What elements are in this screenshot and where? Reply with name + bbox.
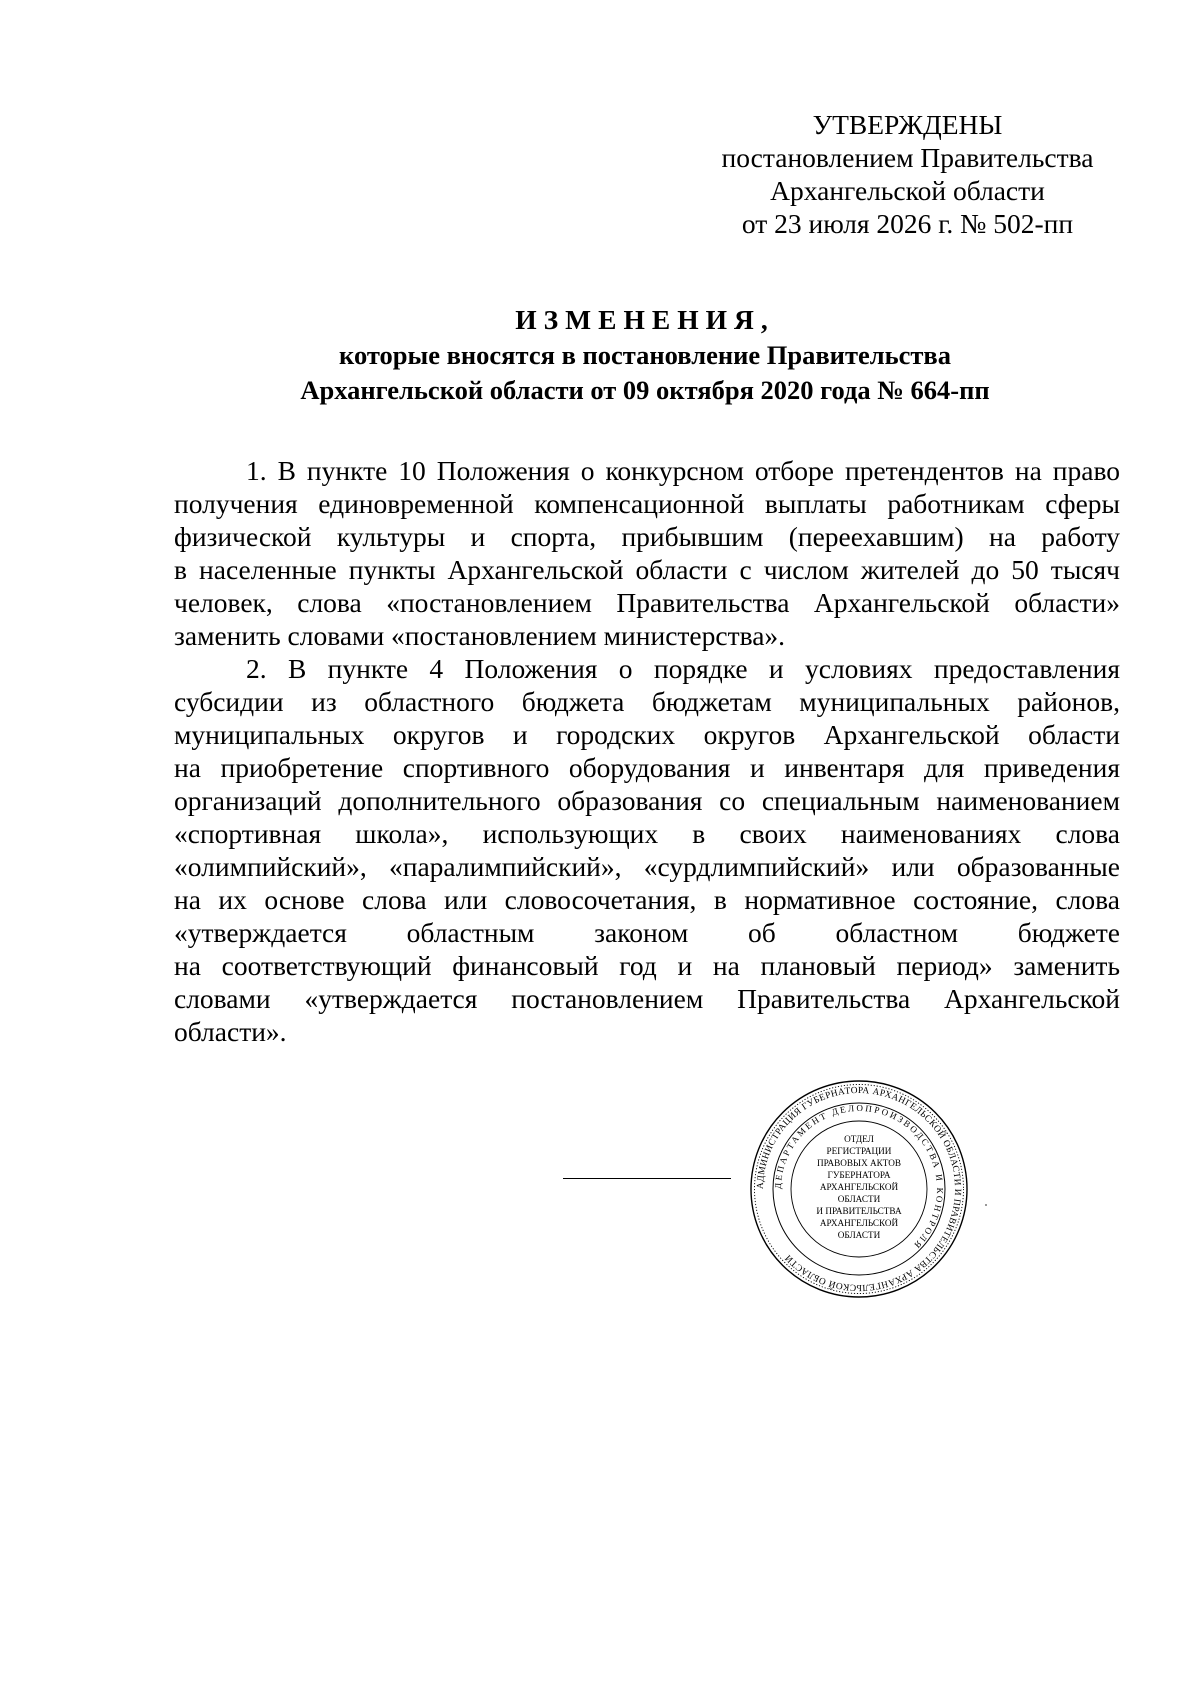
text-line: «олимпийский», «паралимпийский», «сурдлимпийский» или образованные xyxy=(174,851,1120,882)
approval-stamp xyxy=(700,108,1115,240)
text-line: получения единовременной компенсационной выплаты работникам сферы xyxy=(174,488,1120,519)
title-main: ИЗМЕНЕНИЯ, xyxy=(515,304,775,335)
text-line: человек, слова «постановлением Правительства Архангельской области» xyxy=(174,587,1120,618)
approval-heading: УТВЕРЖДЕНЫ xyxy=(812,109,1003,140)
text-line: словами «утверждается постановлением Правительства Архангельской xyxy=(174,983,1120,1014)
text-line: муниципальных округов и городских округов Архангельской области xyxy=(174,719,1120,750)
paragraph-2 xyxy=(174,652,1120,1048)
text-line: области». xyxy=(174,1016,287,1047)
approval-region: Архангельской области xyxy=(770,175,1045,206)
title-subtitle-2: Архангельской области от 09 октября 2020 года № 664-пп xyxy=(300,375,990,405)
paragraph-1 xyxy=(174,454,1120,652)
seal-center-line: ПРАВОВЫХ АКТОВ xyxy=(816,1158,902,1168)
text-line: на соответствующий финансовый год и на плановый период» заменить xyxy=(174,950,1120,981)
seal-center-line: И ПРАВИТЕЛЬСТВА xyxy=(816,1206,902,1216)
text-line: физической культуры и спорта, прибывшим (переехавшим) на работу xyxy=(174,521,1120,552)
seal-center-line: АРХАНГЕЛЬСКОЙ xyxy=(819,1182,899,1192)
seal-center-line: ОБЛАСТИ xyxy=(837,1194,881,1204)
text-line: на их основе слова или словосочетания, в нормативное состояние, слова xyxy=(174,884,1120,915)
seal-center-line: ОБЛАСТИ xyxy=(837,1230,881,1240)
document-body xyxy=(174,454,1120,1048)
text-line: «утверждается областным законом об областном бюджете xyxy=(174,917,1120,948)
text-line: «спортивная школа», использующих в своих наименованиях слова xyxy=(174,818,1120,849)
text-line: 2. В пункте 4 Положения о порядке и условиях предоставления xyxy=(246,653,1120,684)
seal-center-line: РЕГИСТРАЦИИ xyxy=(826,1146,892,1156)
text-line: в населенные пункты Архангельской области с числом жителей до 50 тысяч xyxy=(174,554,1120,585)
signature-line xyxy=(563,1178,731,1179)
scan-speck xyxy=(985,1204,987,1206)
text-line: субсидии из областного бюджета бюджетам муниципальных районов, xyxy=(174,686,1120,717)
official-seal-icon xyxy=(748,1078,970,1300)
title-subtitle-1: которые вносятся в постановление Правительства xyxy=(339,340,951,370)
approval-date-number: от 23 июля 2026 г. № 502-пп xyxy=(741,208,1074,239)
text-line: на приобретение спортивного оборудования и инвентаря для приведения xyxy=(174,752,1120,783)
approval-by-resolution: постановлением Правительства xyxy=(721,142,1094,173)
text-line: 1. В пункте 10 Положения о конкурсном отборе претендентов на право xyxy=(246,455,1120,486)
seal-outer-ring-text: АДМИНИСТРАЦИЯ ГУБЕРНАТОРА АРХАНГЕЛЬСКОЙ ОБЛАСТИ И ПРАВИТЕЛЬСТВА АРХАНГЕЛЬСКОЙ ОБЛАСТИ xyxy=(755,1085,963,1293)
seal-center-line: АРХАНГЕЛЬСКОЙ xyxy=(819,1218,899,1228)
seal-center-line: ГУБЕРНАТОРА xyxy=(827,1170,891,1180)
seal-center-line: ОТДЕЛ xyxy=(844,1134,874,1144)
seal-inner-ring-text: ДЕПАРТАМЕНТ ДЕЛОПРОИЗВОДСТВА И КОНТРОЛЯ xyxy=(772,1102,946,1252)
text-line: организаций дополнительного образования со специальным наименованием xyxy=(174,785,1120,816)
document-title xyxy=(170,302,1120,408)
text-line: заменить словами «постановлением министерства». xyxy=(174,620,786,651)
